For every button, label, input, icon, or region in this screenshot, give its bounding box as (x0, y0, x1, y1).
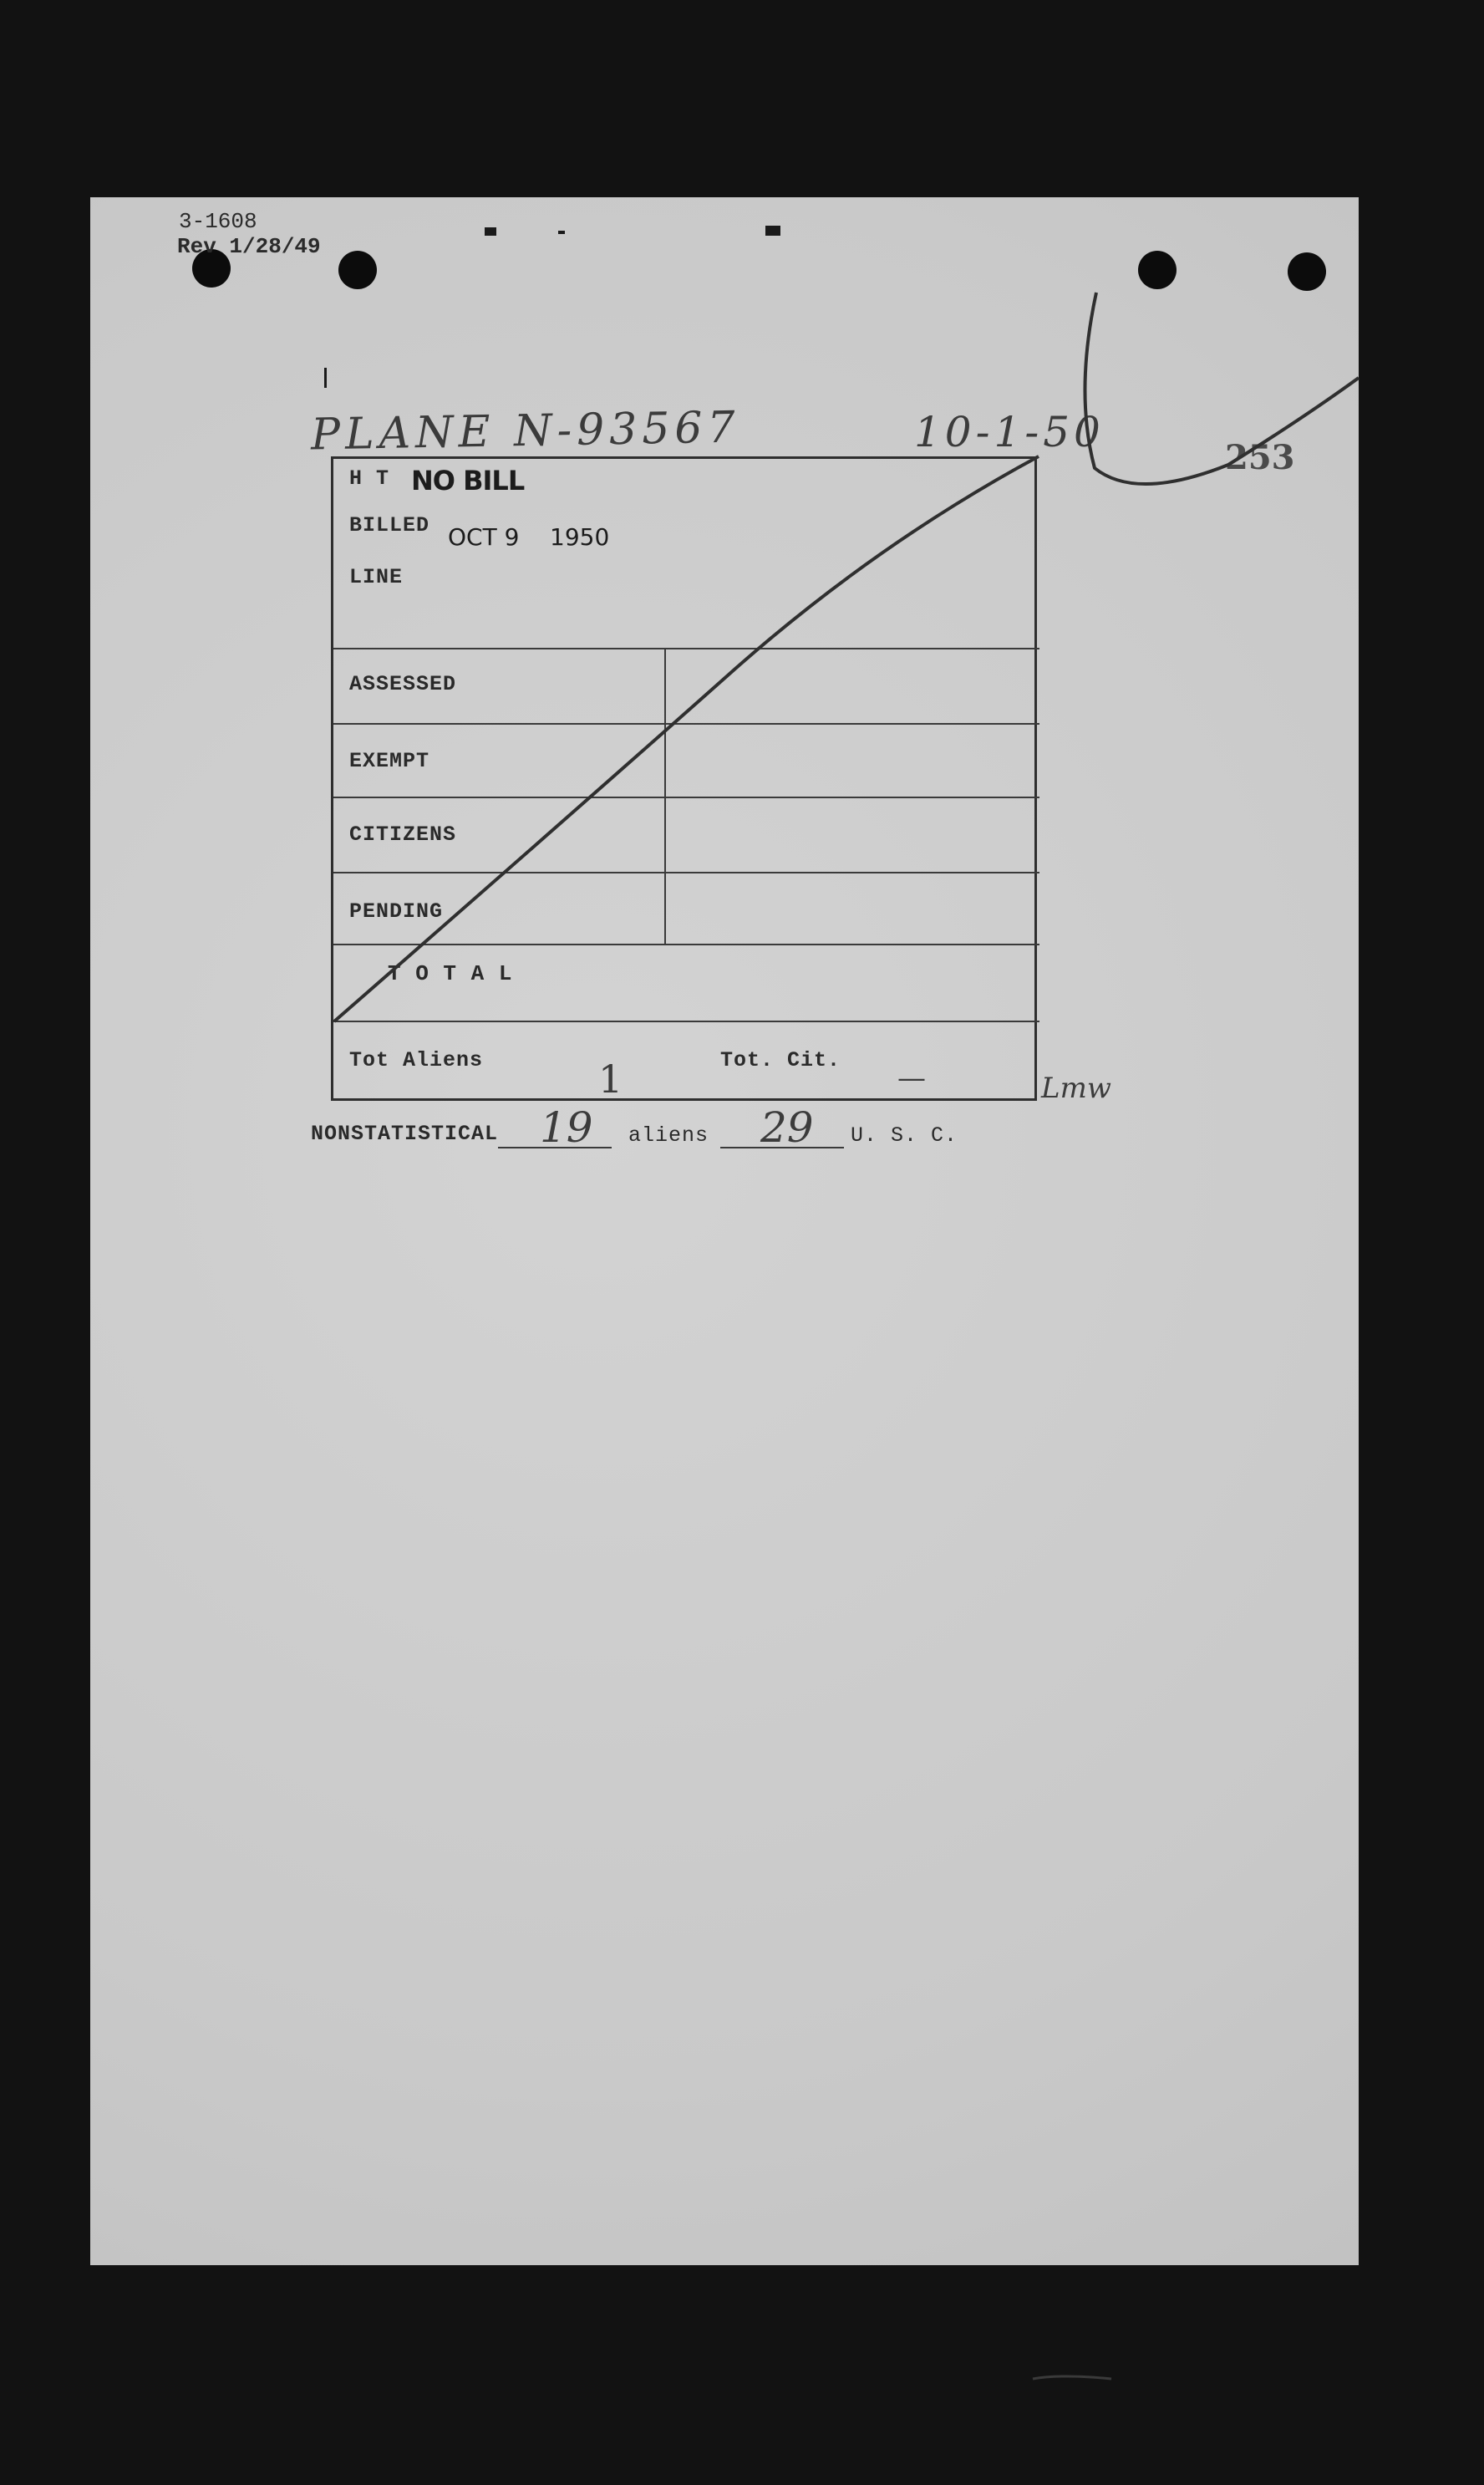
billed-label: BILLED (349, 513, 430, 537)
handwritten-initials: Lmw (1041, 1072, 1111, 1105)
tot-aliens-value: 1 (598, 1057, 623, 1102)
citizens-label: CITIZENS (349, 822, 457, 847)
corner-curve-stroke (1085, 293, 1359, 484)
pending-label: PENDING (349, 899, 444, 924)
void-diagonal-line (334, 456, 1039, 1021)
aliens-label: aliens (628, 1123, 709, 1148)
line-label: LINE (349, 565, 404, 589)
billed-year: 1950 (550, 523, 610, 551)
assessed-label: ASSESSED (349, 672, 457, 696)
tot-cit-value: — (897, 1062, 926, 1095)
exempt-label: EXEMPT (349, 749, 430, 773)
ht-label: H T (349, 466, 390, 491)
ht-value: NO BILL (411, 465, 525, 496)
tot-cit-label: Tot. Cit. (720, 1048, 841, 1072)
scan-mark-bottom (1033, 2376, 1111, 2379)
tot-aliens-label: Tot Aliens (349, 1048, 484, 1072)
page-number: 253 (1225, 438, 1295, 477)
total-label: T O T A L (388, 961, 513, 986)
handwritten-date: 10-1-50 (914, 408, 1105, 456)
billed-date: OCT 9 (448, 523, 520, 551)
nonstatistical-label: NONSTATISTICAL (311, 1122, 499, 1146)
form-revision: Rev 1/28/49 (177, 234, 321, 259)
nonstat-aliens-value: 19 (540, 1103, 593, 1152)
handwritten-plane-id: PLANE N-93567 (310, 402, 741, 461)
nonstat-usc-value: 29 (760, 1103, 814, 1152)
form-number: 3-1608 (179, 209, 257, 234)
usc-label: U. S. C. (851, 1123, 958, 1148)
